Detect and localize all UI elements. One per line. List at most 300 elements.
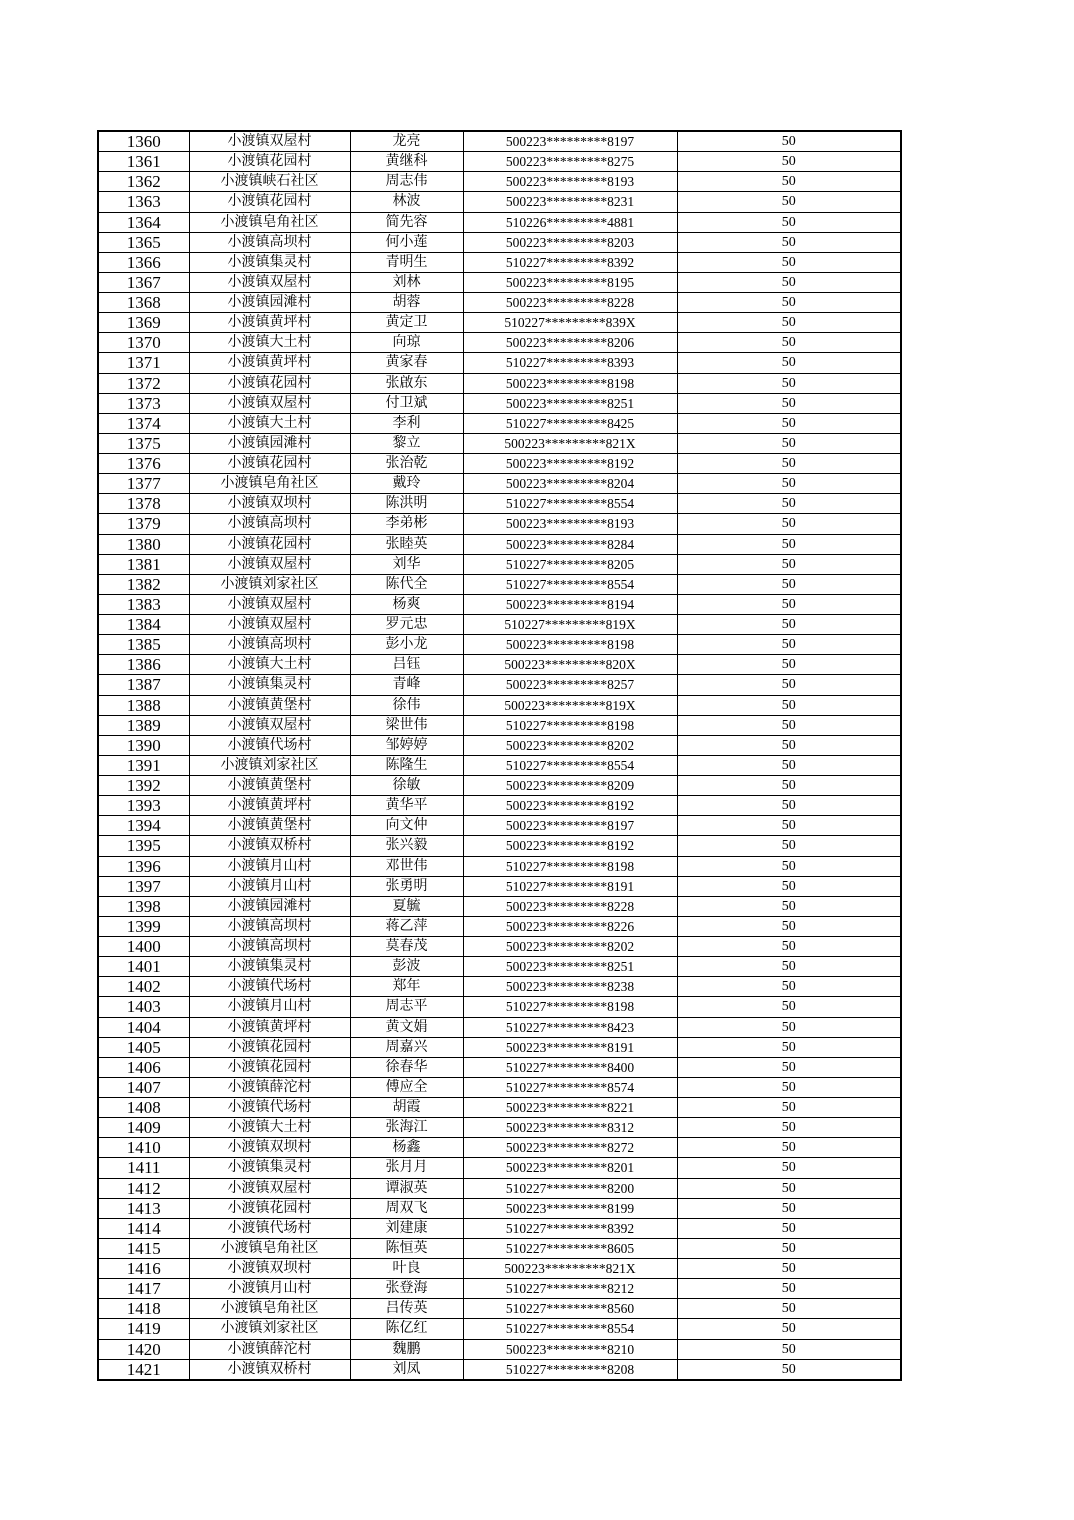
- name-cell: 夏毓: [350, 896, 463, 916]
- table-row: [98, 272, 901, 292]
- id-number-cell: 500223*********8197: [463, 131, 677, 152]
- village-cell: 小渡镇集灵村: [189, 1158, 350, 1178]
- table-row: [98, 373, 901, 393]
- row-number-cell: 1363: [98, 192, 189, 212]
- village-cell: 小渡镇黄坪村: [189, 1017, 350, 1037]
- table-row: [98, 695, 901, 715]
- amount-cell: 50: [677, 212, 901, 232]
- village-cell: 小渡镇皂角社区: [189, 1299, 350, 1319]
- id-number-cell: 510227*********8198: [463, 715, 677, 735]
- amount-cell: 50: [677, 916, 901, 936]
- row-number-cell: 1409: [98, 1118, 189, 1138]
- village-cell: 小渡镇代场村: [189, 1218, 350, 1238]
- table-row: [98, 816, 901, 836]
- id-number-cell: 510227*********8205: [463, 554, 677, 574]
- row-number-cell: 1376: [98, 454, 189, 474]
- village-cell: 小渡镇皂角社区: [189, 1238, 350, 1258]
- village-cell: 小渡镇代场村: [189, 977, 350, 997]
- table-row: [98, 836, 901, 856]
- amount-cell: 50: [677, 1138, 901, 1158]
- amount-cell: 50: [677, 594, 901, 614]
- table-body: [98, 131, 901, 1380]
- amount-cell: 50: [677, 1098, 901, 1118]
- id-number-cell: 500223*********8202: [463, 937, 677, 957]
- village-cell: 小渡镇黄堡村: [189, 695, 350, 715]
- village-cell: 小渡镇薛沱村: [189, 1077, 350, 1097]
- table-row: [98, 1118, 901, 1138]
- id-number-cell: 510227*********8554: [463, 755, 677, 775]
- row-number-cell: 1411: [98, 1158, 189, 1178]
- village-cell: 小渡镇花园村: [189, 454, 350, 474]
- data-table: [97, 130, 902, 1381]
- amount-cell: 50: [677, 876, 901, 896]
- amount-cell: 50: [677, 172, 901, 192]
- table-row: [98, 796, 901, 816]
- name-cell: 梁世伟: [350, 715, 463, 735]
- row-number-cell: 1382: [98, 574, 189, 594]
- row-number-cell: 1360: [98, 131, 189, 152]
- table-row: [98, 1178, 901, 1198]
- amount-cell: 50: [677, 474, 901, 494]
- id-number-cell: 510227*********8554: [463, 494, 677, 514]
- amount-cell: 50: [677, 957, 901, 977]
- village-cell: 小渡镇高坝村: [189, 937, 350, 957]
- table-row: [98, 1138, 901, 1158]
- row-number-cell: 1378: [98, 494, 189, 514]
- id-number-cell: 500223*********8203: [463, 232, 677, 252]
- row-number-cell: 1368: [98, 293, 189, 313]
- village-cell: 小渡镇集灵村: [189, 252, 350, 272]
- table-row: [98, 1299, 901, 1319]
- row-number-cell: 1387: [98, 675, 189, 695]
- id-number-cell: 500223*********8275: [463, 152, 677, 172]
- table-row: [98, 333, 901, 353]
- name-cell: 张啟东: [350, 373, 463, 393]
- name-cell: 彭波: [350, 957, 463, 977]
- id-number-cell: 500223*********8257: [463, 675, 677, 695]
- name-cell: 杨爽: [350, 594, 463, 614]
- table-row: [98, 937, 901, 957]
- row-number-cell: 1391: [98, 755, 189, 775]
- table-row: [98, 876, 901, 896]
- row-number-cell: 1395: [98, 836, 189, 856]
- name-cell: 张勇明: [350, 876, 463, 896]
- amount-cell: 50: [677, 433, 901, 453]
- village-cell: 小渡镇大土村: [189, 333, 350, 353]
- name-cell: 杨鑫: [350, 1138, 463, 1158]
- amount-cell: 50: [677, 393, 901, 413]
- name-cell: 胡霞: [350, 1098, 463, 1118]
- amount-cell: 50: [677, 776, 901, 796]
- village-cell: 小渡镇大土村: [189, 655, 350, 675]
- id-number-cell: 510227*********8212: [463, 1279, 677, 1299]
- name-cell: 黄华平: [350, 796, 463, 816]
- id-number-cell: 510227*********8208: [463, 1359, 677, 1380]
- id-number-cell: 510227*********8574: [463, 1077, 677, 1097]
- name-cell: 简先容: [350, 212, 463, 232]
- id-number-cell: 500223*********8206: [463, 333, 677, 353]
- name-cell: 向文仲: [350, 816, 463, 836]
- table-row: [98, 494, 901, 514]
- table-row: [98, 474, 901, 494]
- row-number-cell: 1386: [98, 655, 189, 675]
- table-row: [98, 1218, 901, 1238]
- table-row: [98, 413, 901, 433]
- table-row: [98, 534, 901, 554]
- name-cell: 青明生: [350, 252, 463, 272]
- row-number-cell: 1379: [98, 514, 189, 534]
- table-row: [98, 1098, 901, 1118]
- name-cell: 刘凤: [350, 1359, 463, 1380]
- village-cell: 小渡镇双屋村: [189, 554, 350, 574]
- table-row: [98, 1259, 901, 1279]
- amount-cell: 50: [677, 655, 901, 675]
- table-row: [98, 735, 901, 755]
- row-number-cell: 1410: [98, 1138, 189, 1158]
- row-number-cell: 1413: [98, 1198, 189, 1218]
- id-number-cell: 500223*********8198: [463, 635, 677, 655]
- row-number-cell: 1361: [98, 152, 189, 172]
- name-cell: 龙亮: [350, 131, 463, 152]
- amount-cell: 50: [677, 514, 901, 534]
- amount-cell: 50: [677, 333, 901, 353]
- name-cell: 张治乾: [350, 454, 463, 474]
- id-number-cell: 510227*********8605: [463, 1238, 677, 1258]
- row-number-cell: 1392: [98, 776, 189, 796]
- amount-cell: 50: [677, 635, 901, 655]
- name-cell: 李利: [350, 413, 463, 433]
- name-cell: 黎立: [350, 433, 463, 453]
- village-cell: 小渡镇黄堡村: [189, 816, 350, 836]
- name-cell: 吕钰: [350, 655, 463, 675]
- id-number-cell: 500223*********8192: [463, 836, 677, 856]
- amount-cell: 50: [677, 1218, 901, 1238]
- village-cell: 小渡镇双屋村: [189, 615, 350, 635]
- row-number-cell: 1384: [98, 615, 189, 635]
- name-cell: 莫春茂: [350, 937, 463, 957]
- village-cell: 小渡镇黄堡村: [189, 776, 350, 796]
- village-cell: 小渡镇代场村: [189, 1098, 350, 1118]
- table-row: [98, 433, 901, 453]
- amount-cell: 50: [677, 1178, 901, 1198]
- village-cell: 小渡镇刘家社区: [189, 1319, 350, 1339]
- amount-cell: 50: [677, 715, 901, 735]
- row-number-cell: 1403: [98, 997, 189, 1017]
- village-cell: 小渡镇双屋村: [189, 272, 350, 292]
- amount-cell: 50: [677, 454, 901, 474]
- village-cell: 小渡镇刘家社区: [189, 755, 350, 775]
- row-number-cell: 1396: [98, 856, 189, 876]
- village-cell: 小渡镇黄坪村: [189, 353, 350, 373]
- amount-cell: 50: [677, 1198, 901, 1218]
- table-row: [98, 856, 901, 876]
- table-row: [98, 393, 901, 413]
- amount-cell: 50: [677, 1259, 901, 1279]
- name-cell: 黄家春: [350, 353, 463, 373]
- table-row: [98, 1279, 901, 1299]
- row-number-cell: 1380: [98, 534, 189, 554]
- village-cell: 小渡镇高坝村: [189, 232, 350, 252]
- table-row: [98, 655, 901, 675]
- village-cell: 小渡镇双坝村: [189, 1138, 350, 1158]
- village-cell: 小渡镇月山村: [189, 997, 350, 1017]
- name-cell: 黄定卫: [350, 313, 463, 333]
- id-number-cell: 510227*********8198: [463, 856, 677, 876]
- name-cell: 张兴毅: [350, 836, 463, 856]
- table-row: [98, 977, 901, 997]
- table-row: [98, 635, 901, 655]
- amount-cell: 50: [677, 937, 901, 957]
- row-number-cell: 1415: [98, 1238, 189, 1258]
- row-number-cell: 1372: [98, 373, 189, 393]
- id-number-cell: 500223*********8251: [463, 393, 677, 413]
- id-number-cell: 500223*********8238: [463, 977, 677, 997]
- table-row: [98, 514, 901, 534]
- table-row: [98, 152, 901, 172]
- table-row: [98, 715, 901, 735]
- amount-cell: 50: [677, 695, 901, 715]
- id-number-cell: 500223*********8210: [463, 1339, 677, 1359]
- name-cell: 傅应全: [350, 1077, 463, 1097]
- id-number-cell: 500223*********8194: [463, 594, 677, 614]
- name-cell: 刘林: [350, 272, 463, 292]
- amount-cell: 50: [677, 675, 901, 695]
- amount-cell: 50: [677, 494, 901, 514]
- id-number-cell: 500223*********8201: [463, 1158, 677, 1178]
- amount-cell: 50: [677, 192, 901, 212]
- id-number-cell: 510227*********8198: [463, 997, 677, 1017]
- village-cell: 小渡镇集灵村: [189, 675, 350, 695]
- amount-cell: 50: [677, 574, 901, 594]
- table-row: [98, 1238, 901, 1258]
- row-number-cell: 1419: [98, 1319, 189, 1339]
- table-row: [98, 1339, 901, 1359]
- table-row: [98, 131, 901, 152]
- village-cell: 小渡镇双屋村: [189, 1178, 350, 1198]
- row-number-cell: 1389: [98, 715, 189, 735]
- row-number-cell: 1374: [98, 413, 189, 433]
- name-cell: 李弟彬: [350, 514, 463, 534]
- table-row: [98, 1017, 901, 1037]
- amount-cell: 50: [677, 1319, 901, 1339]
- table-row: [98, 313, 901, 333]
- village-cell: 小渡镇双屋村: [189, 393, 350, 413]
- name-cell: 邹婷婷: [350, 735, 463, 755]
- village-cell: 小渡镇集灵村: [189, 957, 350, 977]
- name-cell: 周志伟: [350, 172, 463, 192]
- village-cell: 小渡镇花园村: [189, 152, 350, 172]
- village-cell: 小渡镇双屋村: [189, 131, 350, 152]
- table-row: [98, 776, 901, 796]
- row-number-cell: 1397: [98, 876, 189, 896]
- village-cell: 小渡镇黄坪村: [189, 313, 350, 333]
- table-row: [98, 192, 901, 212]
- table-row: [98, 1198, 901, 1218]
- amount-cell: 50: [677, 293, 901, 313]
- id-number-cell: 500223*********8228: [463, 293, 677, 313]
- name-cell: 陈隆生: [350, 755, 463, 775]
- row-number-cell: 1373: [98, 393, 189, 413]
- village-cell: 小渡镇双坝村: [189, 1259, 350, 1279]
- village-cell: 小渡镇高坝村: [189, 916, 350, 936]
- name-cell: 吕传英: [350, 1299, 463, 1319]
- name-cell: 徐敏: [350, 776, 463, 796]
- id-number-cell: 510227*********8560: [463, 1299, 677, 1319]
- table-row: [98, 916, 901, 936]
- id-number-cell: 510227*********8554: [463, 1319, 677, 1339]
- id-number-cell: 510227*********839X: [463, 313, 677, 333]
- amount-cell: 50: [677, 152, 901, 172]
- row-number-cell: 1364: [98, 212, 189, 232]
- village-cell: 小渡镇花园村: [189, 534, 350, 554]
- name-cell: 刘建康: [350, 1218, 463, 1238]
- row-number-cell: 1383: [98, 594, 189, 614]
- village-cell: 小渡镇皂角社区: [189, 474, 350, 494]
- name-cell: 黄文娟: [350, 1017, 463, 1037]
- table-row: [98, 1037, 901, 1057]
- row-number-cell: 1421: [98, 1359, 189, 1380]
- amount-cell: 50: [677, 413, 901, 433]
- row-number-cell: 1404: [98, 1017, 189, 1037]
- amount-cell: 50: [677, 856, 901, 876]
- village-cell: 小渡镇花园村: [189, 192, 350, 212]
- row-number-cell: 1406: [98, 1057, 189, 1077]
- name-cell: 戴玲: [350, 474, 463, 494]
- amount-cell: 50: [677, 1238, 901, 1258]
- row-number-cell: 1370: [98, 333, 189, 353]
- village-cell: 小渡镇双屋村: [189, 594, 350, 614]
- id-number-cell: 500223*********8192: [463, 454, 677, 474]
- id-number-cell: 500223*********8198: [463, 373, 677, 393]
- id-number-cell: 510226*********4881: [463, 212, 677, 232]
- amount-cell: 50: [677, 1118, 901, 1138]
- table-row: [98, 353, 901, 373]
- name-cell: 周嘉兴: [350, 1037, 463, 1057]
- name-cell: 刘华: [350, 554, 463, 574]
- village-cell: 小渡镇双屋村: [189, 715, 350, 735]
- amount-cell: 50: [677, 272, 901, 292]
- village-cell: 小渡镇月山村: [189, 1279, 350, 1299]
- village-cell: 小渡镇花园村: [189, 1057, 350, 1077]
- table-row: [98, 574, 901, 594]
- name-cell: 彭小龙: [350, 635, 463, 655]
- village-cell: 小渡镇花园村: [189, 373, 350, 393]
- amount-cell: 50: [677, 554, 901, 574]
- table-row: [98, 293, 901, 313]
- id-number-cell: 500223*********8193: [463, 172, 677, 192]
- amount-cell: 50: [677, 836, 901, 856]
- id-number-cell: 500223*********8191: [463, 1037, 677, 1057]
- id-number-cell: 500223*********8202: [463, 735, 677, 755]
- row-number-cell: 1367: [98, 272, 189, 292]
- row-number-cell: 1402: [98, 977, 189, 997]
- table-row: [98, 1158, 901, 1178]
- village-cell: 小渡镇花园村: [189, 1037, 350, 1057]
- id-number-cell: 500223*********8231: [463, 192, 677, 212]
- id-number-cell: 500223*********820X: [463, 655, 677, 675]
- village-cell: 小渡镇园滩村: [189, 433, 350, 453]
- table-row: [98, 252, 901, 272]
- village-cell: 小渡镇皂角社区: [189, 212, 350, 232]
- id-number-cell: 500223*********8209: [463, 776, 677, 796]
- row-number-cell: 1393: [98, 796, 189, 816]
- row-number-cell: 1414: [98, 1218, 189, 1238]
- name-cell: 叶良: [350, 1259, 463, 1279]
- name-cell: 邓世伟: [350, 856, 463, 876]
- name-cell: 罗元忠: [350, 615, 463, 635]
- table-row: [98, 454, 901, 474]
- id-number-cell: 500223*********8193: [463, 514, 677, 534]
- village-cell: 小渡镇双坝村: [189, 494, 350, 514]
- id-number-cell: 510227*********8200: [463, 1178, 677, 1198]
- village-cell: 小渡镇刘家社区: [189, 574, 350, 594]
- village-cell: 小渡镇双桥村: [189, 1359, 350, 1380]
- village-cell: 小渡镇月山村: [189, 856, 350, 876]
- table-row: [98, 1319, 901, 1339]
- row-number-cell: 1388: [98, 695, 189, 715]
- amount-cell: 50: [677, 313, 901, 333]
- village-cell: 小渡镇代场村: [189, 735, 350, 755]
- name-cell: 张海江: [350, 1118, 463, 1138]
- row-number-cell: 1405: [98, 1037, 189, 1057]
- village-cell: 小渡镇大土村: [189, 1118, 350, 1138]
- row-number-cell: 1394: [98, 816, 189, 836]
- row-number-cell: 1390: [98, 735, 189, 755]
- village-cell: 小渡镇薛沱村: [189, 1339, 350, 1359]
- amount-cell: 50: [677, 1057, 901, 1077]
- village-cell: 小渡镇园滩村: [189, 896, 350, 916]
- row-number-cell: 1377: [98, 474, 189, 494]
- village-cell: 小渡镇黄坪村: [189, 796, 350, 816]
- amount-cell: 50: [677, 534, 901, 554]
- table-row: [98, 1057, 901, 1077]
- amount-cell: 50: [677, 796, 901, 816]
- amount-cell: 50: [677, 373, 901, 393]
- name-cell: 周志平: [350, 997, 463, 1017]
- table-row: [98, 896, 901, 916]
- table-row: [98, 675, 901, 695]
- id-number-cell: 510227*********8392: [463, 1218, 677, 1238]
- amount-cell: 50: [677, 1359, 901, 1380]
- amount-cell: 50: [677, 1158, 901, 1178]
- id-number-cell: 500223*********8192: [463, 796, 677, 816]
- village-cell: 小渡镇花园村: [189, 1198, 350, 1218]
- amount-cell: 50: [677, 896, 901, 916]
- amount-cell: 50: [677, 1299, 901, 1319]
- row-number-cell: 1412: [98, 1178, 189, 1198]
- amount-cell: 50: [677, 1279, 901, 1299]
- name-cell: 陈亿红: [350, 1319, 463, 1339]
- row-number-cell: 1362: [98, 172, 189, 192]
- id-number-cell: 510227*********8554: [463, 574, 677, 594]
- name-cell: 周双飞: [350, 1198, 463, 1218]
- id-number-cell: 500223*********821X: [463, 433, 677, 453]
- amount-cell: 50: [677, 1339, 901, 1359]
- row-number-cell: 1366: [98, 252, 189, 272]
- id-number-cell: 500223*********8204: [463, 474, 677, 494]
- name-cell: 陈代全: [350, 574, 463, 594]
- id-number-cell: 500223*********821X: [463, 1259, 677, 1279]
- table-row: [98, 957, 901, 977]
- id-number-cell: 500223*********8221: [463, 1098, 677, 1118]
- table-row: [98, 172, 901, 192]
- name-cell: 青峰: [350, 675, 463, 695]
- table-row: [98, 1077, 901, 1097]
- amount-cell: 50: [677, 1077, 901, 1097]
- name-cell: 林波: [350, 192, 463, 212]
- row-number-cell: 1375: [98, 433, 189, 453]
- village-cell: 小渡镇月山村: [189, 876, 350, 896]
